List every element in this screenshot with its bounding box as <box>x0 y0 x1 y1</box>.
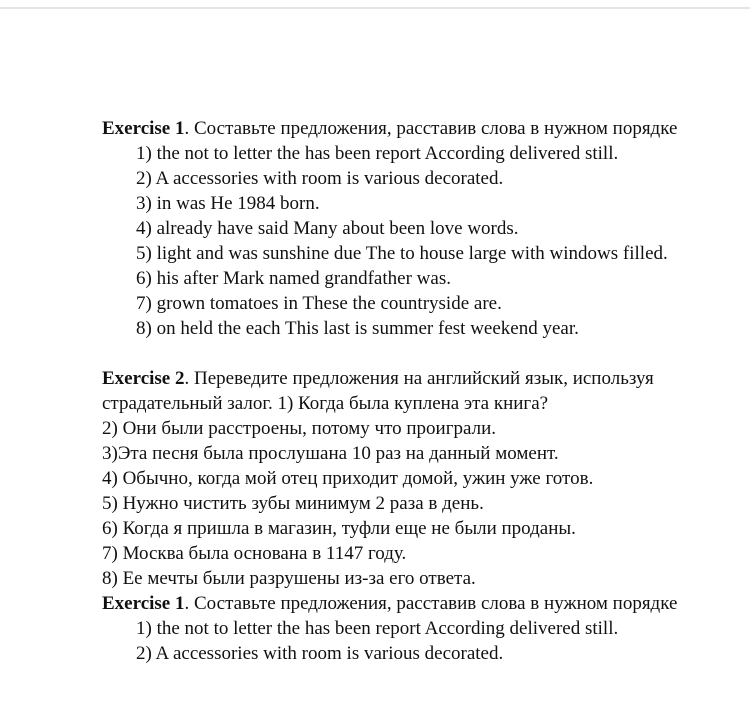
list-item: 4) Обычно, когда мой отец приходит домой, ужин уже готов. <box>102 468 594 489</box>
exercise-1-repeat-heading <box>102 591 748 616</box>
document-body <box>102 116 748 666</box>
section-spacer <box>102 341 748 366</box>
list-item: 2) Они были расстроены, потому что проиграли. <box>102 418 497 439</box>
list-item: 6) Когда я пришла в магазин, туфли еще не были проданы. <box>102 518 576 539</box>
list-item: 7) grown tomatoes in These the countryside are. <box>136 293 502 314</box>
list-item: 8) on held the each This last is summer fest weekend year. <box>136 318 579 339</box>
exercise-1-heading <box>102 116 748 141</box>
list-item: 5) Нужно чистить зубы минимум 2 раза в день. <box>102 493 484 514</box>
top-divider <box>0 7 750 9</box>
exercise-2-heading <box>102 366 748 416</box>
list-item: 4) already have said Many about been love words. <box>136 218 519 239</box>
exercise-1-repeat-instruction: . Составьте предложения, расставив слова в нужном порядке <box>184 593 678 614</box>
exercise-1-title: Exercise 1 <box>102 118 185 139</box>
exercise-1-repeat-list <box>102 616 748 666</box>
list-item: 7) Москва была основана в 1147 году. <box>102 543 407 564</box>
list-item: 1) the not to letter the has been report According delivered still. <box>136 618 619 639</box>
exercise-2-instruction: . Переведите предложения на английский язык, используя страдательный залог. 1) Когда была куплена эта книга? <box>102 368 654 414</box>
exercise-1-list <box>102 141 748 341</box>
list-item: 5) light and was sunshine due The to house large with windows filled. <box>136 243 668 264</box>
exercise-1-instruction: . Составьте предложения, расставив слова в нужном порядке <box>184 118 678 139</box>
list-item: 2) A accessories with room is various decorated. <box>136 643 504 664</box>
exercise-2-list <box>102 416 748 591</box>
list-item: 2) A accessories with room is various decorated. <box>136 168 504 189</box>
exercise-1-repeat-title: Exercise 1 <box>102 593 185 614</box>
list-item: 8) Ее мечты были разрушены из-за его ответа. <box>102 568 476 589</box>
list-item: 3) in was He 1984 born. <box>136 193 320 214</box>
list-item: 1) the not to letter the has been report According delivered still. <box>136 143 619 164</box>
list-item: 3)Эта песня была прослушана 10 раз на данный момент. <box>102 443 559 464</box>
exercise-2-title: Exercise 2 <box>102 368 185 389</box>
list-item: 6) his after Mark named grandfather was. <box>136 268 451 289</box>
